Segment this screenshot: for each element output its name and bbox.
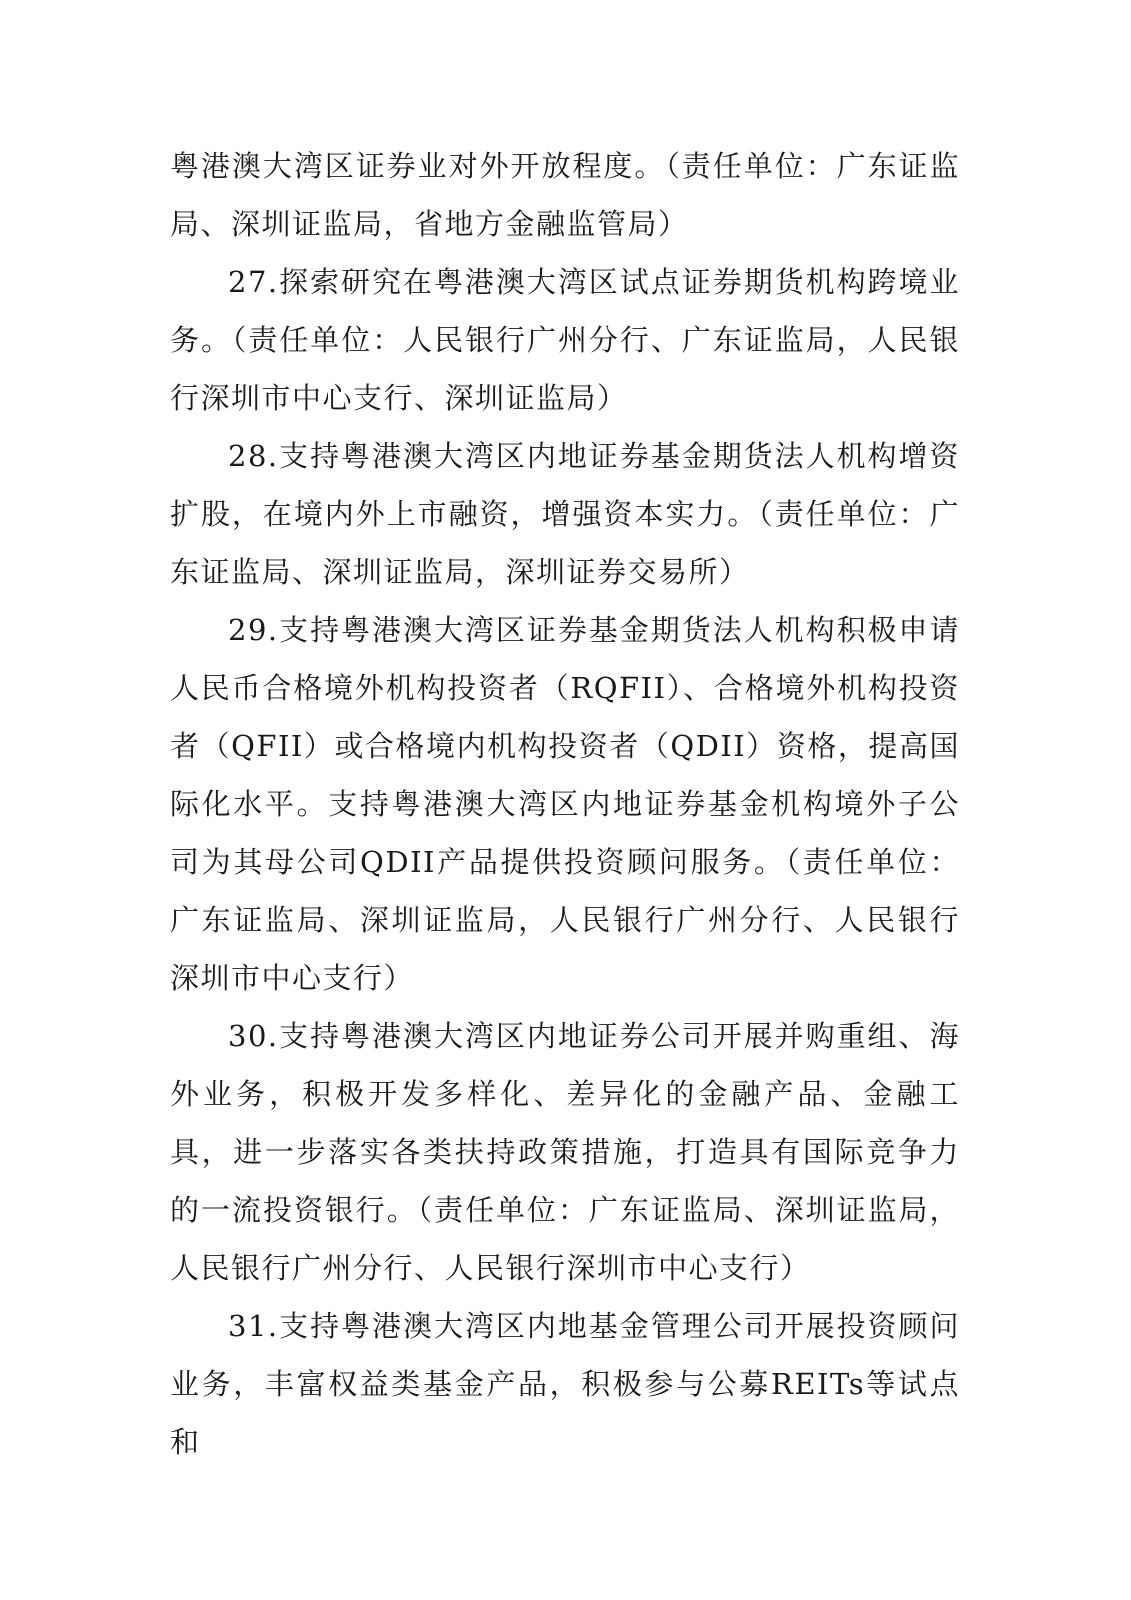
paragraph-27: 27.探索研究在粤港澳大湾区试点证券期货机构跨境业务。（责任单位：人民银行广州分行、广东证监局，人民银行深圳市中心支行、深圳证监局） (170, 265, 960, 415)
paragraph-continuation: 粤港澳大湾区证券业对外开放程度。（责任单位：广东证监局、深圳证监局，省地方金融监管局） (170, 149, 960, 241)
body-text (170, 137, 960, 1471)
paragraph-30: 30.支持粤港澳大湾区内地证券公司开展并购重组、海外业务，积极开发多样化、差异化的金融产品、金融工具，进一步落实各类扶持政策措施，打造具有国际竞争力的一流投资银行。（责任单位：广东证监局、深圳证监局，人民银行广州分行、人民银行深圳市中心支行） (170, 1019, 960, 1285)
paragraph-31: 31.支持粤港澳大湾区内地基金管理公司开展投资顾问业务，丰富权益类基金产品，积极参与公募REITs等试点和 (170, 1309, 960, 1459)
paragraph-28: 28.支持粤港澳大湾区内地证券基金期货法人机构增资扩股，在境内外上市融资，增强资本实力。（责任单位：广东证监局、深圳证监局，深圳证券交易所） (170, 439, 960, 589)
paragraph-29: 29.支持粤港澳大湾区证券基金期货法人机构积极申请人民币合格境外机构投资者（RQFII）、合格境外机构投资者（QFII）或合格境内机构投资者（QDII）资格，提高国际化水平。支持粤港澳大湾区内地证券基金机构境外子公司为其母公司QDII产品提供投资顾问服务。（责任单位：广东证监局、深圳证监局，人民银行广州分行、人民银行深圳市中心支行） (170, 613, 960, 995)
